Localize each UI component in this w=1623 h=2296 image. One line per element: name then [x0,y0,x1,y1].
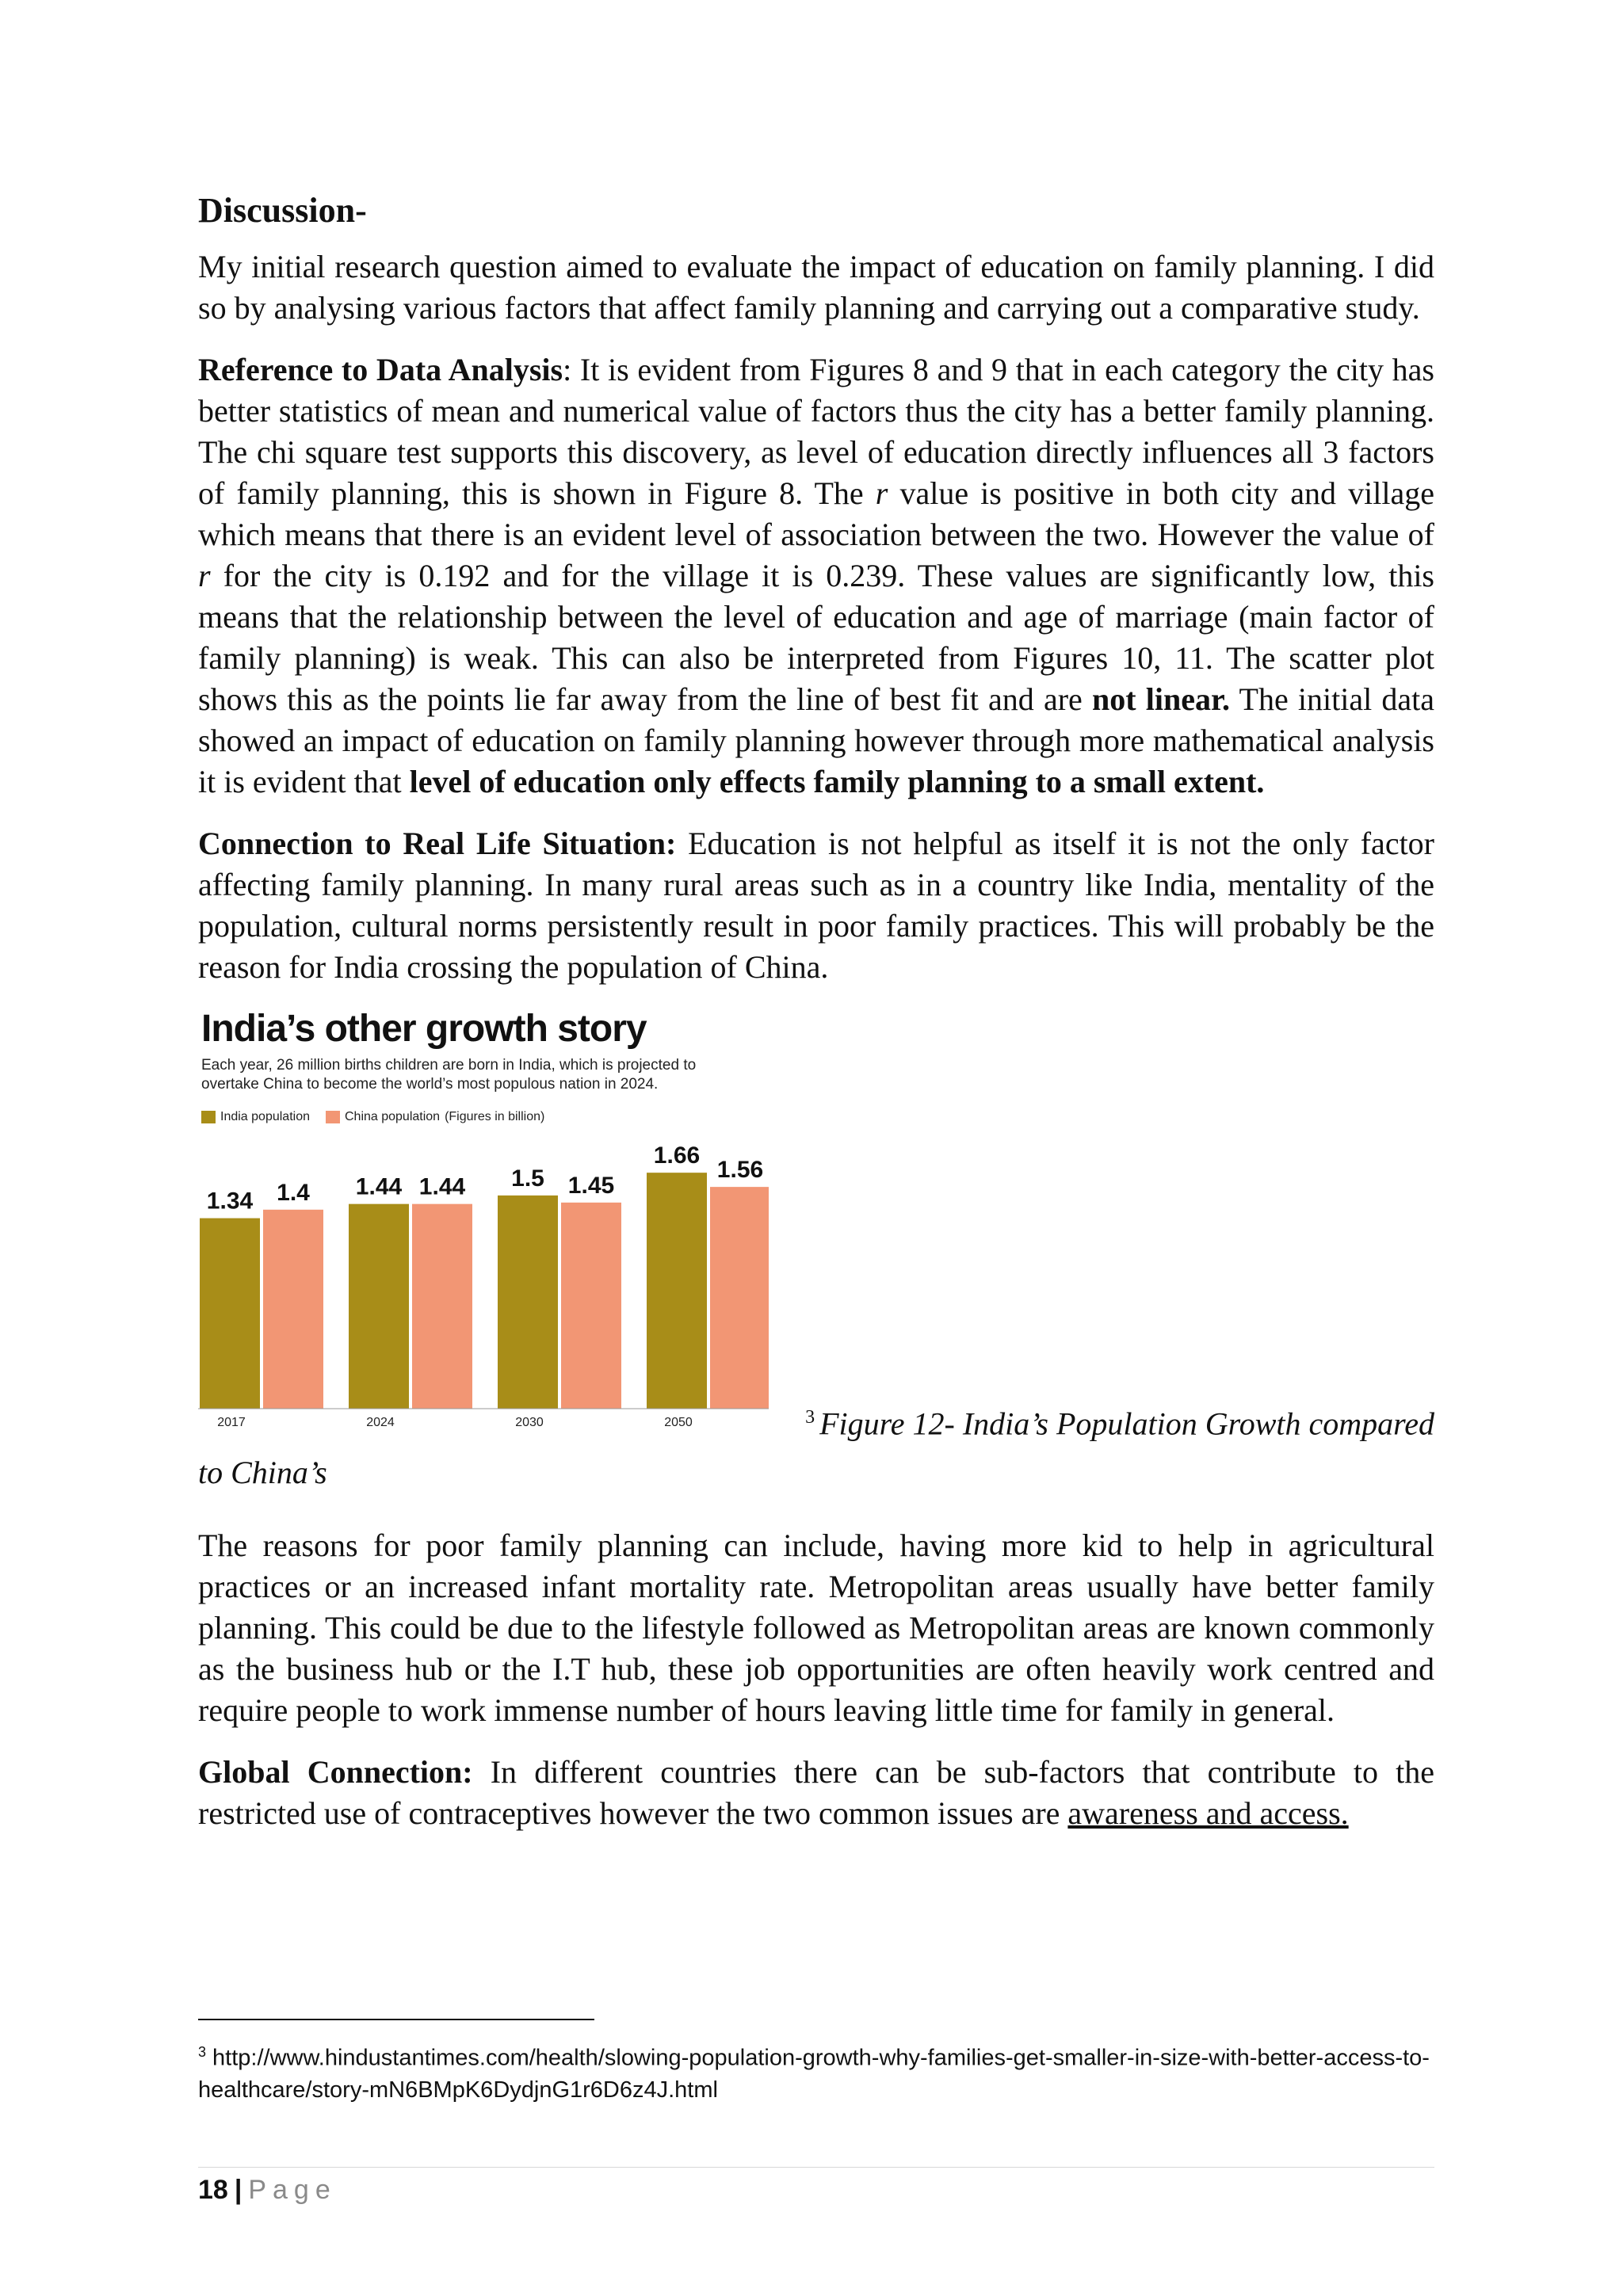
footer-separator: | [234,2175,242,2205]
paragraph-real-life [198,823,1434,988]
value-label-china-2024: 1.44 [418,1173,466,1200]
paragraph-global [198,1752,1434,1834]
bar-china-2024 [412,1203,472,1408]
legend-swatch-india [201,1111,216,1123]
value-label-india-2050: 1.66 [653,1142,701,1169]
chart-legend [201,1110,544,1124]
text-span: value is positive in both city and village which means that there is an evident level of association between the two. However the value of [198,475,1434,552]
chart-subtitle: Each year, 26 million births children are born in India, which is projected to overtake China to become the world’s most populous nation in 2024. [201,1056,697,1093]
label-data-analysis: Reference to Data Analysis [198,351,563,387]
bar-china-2017 [263,1210,323,1409]
value-label-china-2050: 1.56 [716,1156,764,1183]
footer-divider [198,2167,1434,2168]
footnote-ref: 3 [805,1406,815,1428]
bold-span: not linear. [1091,681,1231,717]
text-span: In different countries there can be sub-factors that contribute to the restricted use of contraceptives however the two common issues are [198,1753,1434,1831]
population-chart [198,1009,769,1436]
text-span: for the city is 0.192 and for the village it is 0.239. These values are significantly low, this means that the relationship between the level of education and age of marriage (main factor of family planning) is weak. This can also be interpreted from Figures 10, 11. The scatter plot shows this as the points lie far away from the line of best fit and are [198,557,1434,717]
text-span: The initial data showed an impact of education on family planning however through more mathematical analysis it is evident that [198,681,1435,799]
footnote-divider [198,2019,594,2020]
bar-india-2030 [498,1196,558,1409]
label-real-life: Connection to Real Life Situation: [198,825,677,861]
page-body [198,190,1434,1855]
legend-label-china: China population [344,1109,441,1123]
legend-note: (Figures in billion) [445,1109,545,1123]
bar-india-2024 [349,1203,409,1408]
text-span: : It is evident from Figures 8 and 9 that in each category the city has better statistics of mean and numerical value of factors thus the city has a better family planning. The chi square test supports this discovery, as level of education directly influences all 3 factors of family planning, this is shown in Figure 8. The [198,351,1434,511]
page-footer [198,2175,337,2206]
label-global: Global Connection: [198,1753,473,1790]
value-label-india-2017: 1.34 [206,1188,254,1215]
caption-line-1: Figure 12- India’s Population Growth compared [819,1405,1434,1442]
underlined-text: awareness and access. [1067,1794,1349,1831]
x-tick-label-2017: 2017 [217,1415,246,1429]
value-label-india-2024: 1.44 [355,1173,403,1200]
bar-china-2030 [561,1203,621,1409]
page-number: 18 [198,2175,228,2205]
figure-caption-continued: to China’s [198,1454,327,1490]
value-label-india-2030: 1.5 [511,1165,544,1192]
italic-r: r [198,557,211,593]
legend-label-india: India population [220,1109,310,1123]
footnote-number: 3 [198,2044,207,2060]
x-tick-label-2030: 2030 [515,1415,544,1429]
section-title: Discussion- [198,191,367,230]
bar-india-2050 [647,1173,707,1409]
paragraph-intro: My initial research question aimed to evaluate the impact of education on family planning. I did so by analysing various factors that affect family planning and carrying out a comparative study. [198,248,1434,326]
paragraph-reasons: The reasons for poor family planning can include, having more kid to help in agricultural practices or an increased infant mortality rate. Metropolitan areas usually have better family planning. This could be due to the lifestyle followed as Metropolitan areas are known commonly as the business hub or the I.T hub, these job opportunities are often heavily work centred and require people to work immense number of hours leaving little time for family in general. [198,1527,1434,1728]
x-tick-label-2024: 2024 [366,1415,395,1429]
value-label-china-2030: 1.45 [567,1172,615,1199]
chart-title: India’s other growth story [201,1007,647,1050]
bar-india-2017 [200,1218,260,1408]
text-span: Education is not helpful as itself it is not the only factor affecting family planning. In many rural areas such as in a country like India, mentality of the population, cultural norms persistently result in poor family practices. This will probably be the reason for India crossing the population of China. [198,825,1434,985]
bold-span: level of education only effects family planning to a small extent. [409,763,1265,799]
value-label-china-2017: 1.4 [277,1179,310,1206]
footnote-url[interactable]: http://www.hindustantimes.com/health/slowing-population-growth-why-families-get-smaller-in-size-with-better-access-to-healthcare/story-mN6BMpK6DydjnG1r6D6z4J.html [198,2045,1430,2103]
paragraph-data-analysis [198,349,1434,803]
x-tick-label-2050: 2050 [664,1415,693,1429]
page-label: Page [248,2175,337,2205]
figure-12 [198,1009,1434,1452]
legend-swatch-china [326,1111,340,1123]
bar-china-2050 [710,1187,769,1409]
bar-chart-svg [198,1127,769,1436]
italic-r: r [875,475,888,511]
footnote [198,2036,1434,2106]
figure-caption [769,1397,1434,1444]
